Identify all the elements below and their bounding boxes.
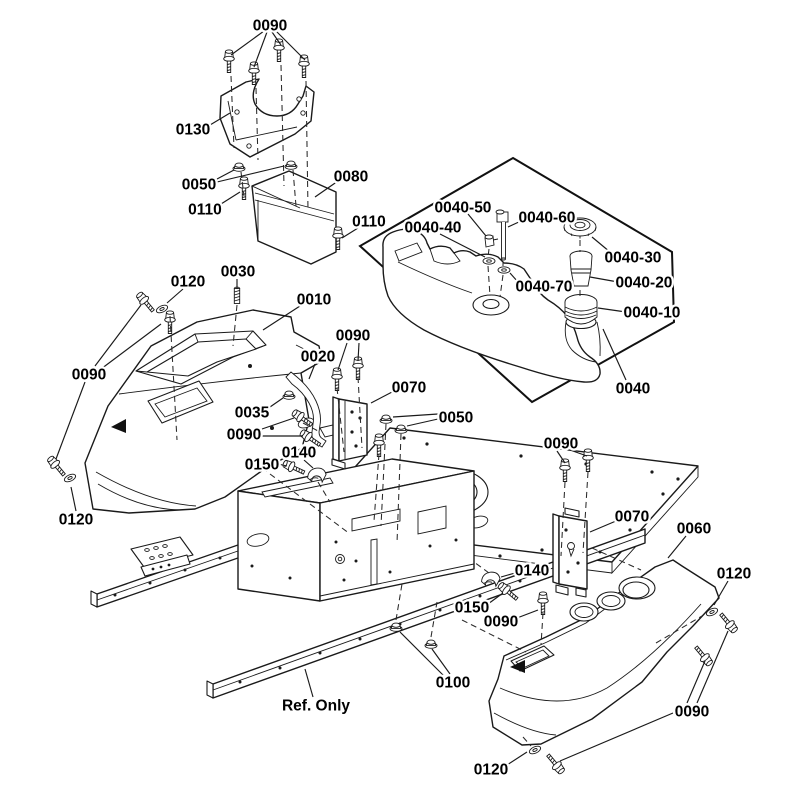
callout-label-0100: 0100 [435,674,471,692]
bracket-0130 [220,79,314,157]
washer-icon [390,623,402,631]
mount-bracket-assembly [220,39,343,264]
callout-label-0090: 0090 [335,327,371,345]
callout-label-0070: 0070 [391,379,427,397]
filler-neck-0040-10 [565,295,597,325]
bolt-icon [239,177,250,200]
leader-line [400,632,443,675]
callout-label-0110: 0110 [352,213,386,231]
washer-icon [395,425,407,433]
callout-label-0050: 0050 [438,409,474,427]
callout-label-0040-30: 0040-30 [604,249,662,267]
callout-label-0120: 0120 [170,273,206,291]
callout-label-0040-40: 0040-40 [404,219,462,237]
leader-line [468,214,486,236]
callout-label-0090: 0090 [483,613,519,631]
leader-line [371,391,394,403]
callout-label-0140: 0140 [514,562,550,580]
callout-label-0010: 0010 [296,291,332,309]
leader-line [221,192,240,204]
callout-label-0090: 0090 [71,366,107,384]
bracket-0070-left [332,397,367,469]
leader-line [56,382,85,459]
callout-label-0150: 0150 [454,599,490,617]
fuel-tube-0040-60 [496,210,508,260]
callout-label-0060: 0060 [676,520,712,538]
callout-label-0040-70: 0040-70 [515,278,573,296]
callout-label-0035: 0035 [234,404,270,422]
callout-label-0040-60: 0040-60 [518,209,576,227]
callout-label-0070: 0070 [614,508,650,526]
callout-label-Ref-Only: Ref. Only [281,697,351,715]
bracket-0070-right [553,508,587,597]
frame-box [238,456,474,601]
callout-label-0090: 0090 [252,17,288,35]
neck-insert-0040-20 [570,251,592,286]
callout-label-0120: 0120 [473,761,509,779]
callout-label-0030: 0030 [220,263,256,281]
bolt-icon [538,592,549,615]
grommet-icon [283,391,295,399]
bolt-icon [544,752,567,776]
callout-label-0150: 0150 [244,456,280,474]
callout-label-0080: 0080 [333,168,369,186]
washer-icon [425,640,437,648]
callout-label-0140: 0140 [281,444,317,462]
leader-line [590,277,618,282]
leader-line [407,419,438,426]
leader-line [305,669,313,697]
washer-icon [285,161,297,169]
leader-line [507,752,527,765]
stud-icon [234,287,239,303]
leader-line [697,631,728,703]
leader-line [517,610,538,618]
callout-label-0050: 0050 [181,176,217,194]
bolt-icon [165,311,176,334]
callout-label-0040-20: 0040-20 [615,274,673,292]
callout-label-0120: 0120 [716,565,752,583]
callout-label-0130: 0130 [175,121,211,139]
bolt-icon [332,368,343,391]
leader-line [393,414,438,417]
leader-line [167,289,183,303]
leader-line [71,487,76,511]
callout-label-0020: 0020 [300,348,336,366]
callout-label-0040: 0040 [615,380,651,398]
leader-line [217,170,234,179]
callout-label-0090: 0090 [674,703,710,721]
bolt-icon [134,290,157,314]
leader-line [432,649,450,674]
washer-icon [483,258,495,264]
washer-icon [233,163,245,171]
washer-icon [380,415,392,423]
washer-icon [528,745,542,756]
callout-label-0040-50: 0040-50 [434,199,492,217]
callout-label-0040-10: 0040-10 [623,304,681,322]
callout-label-0090: 0090 [226,426,262,444]
leader-line [603,329,626,380]
callout-label-0110: 0110 [188,201,222,219]
leader-line [687,661,705,703]
leader-line [668,536,686,558]
fuel-fitting-0040-50 [485,235,498,247]
leader-line [598,308,626,312]
callout-label-0090: 0090 [543,435,579,453]
leader-line [231,31,264,55]
leader-line [338,343,347,370]
callout-label-0120: 0120 [58,511,94,529]
washer-icon [498,267,510,273]
